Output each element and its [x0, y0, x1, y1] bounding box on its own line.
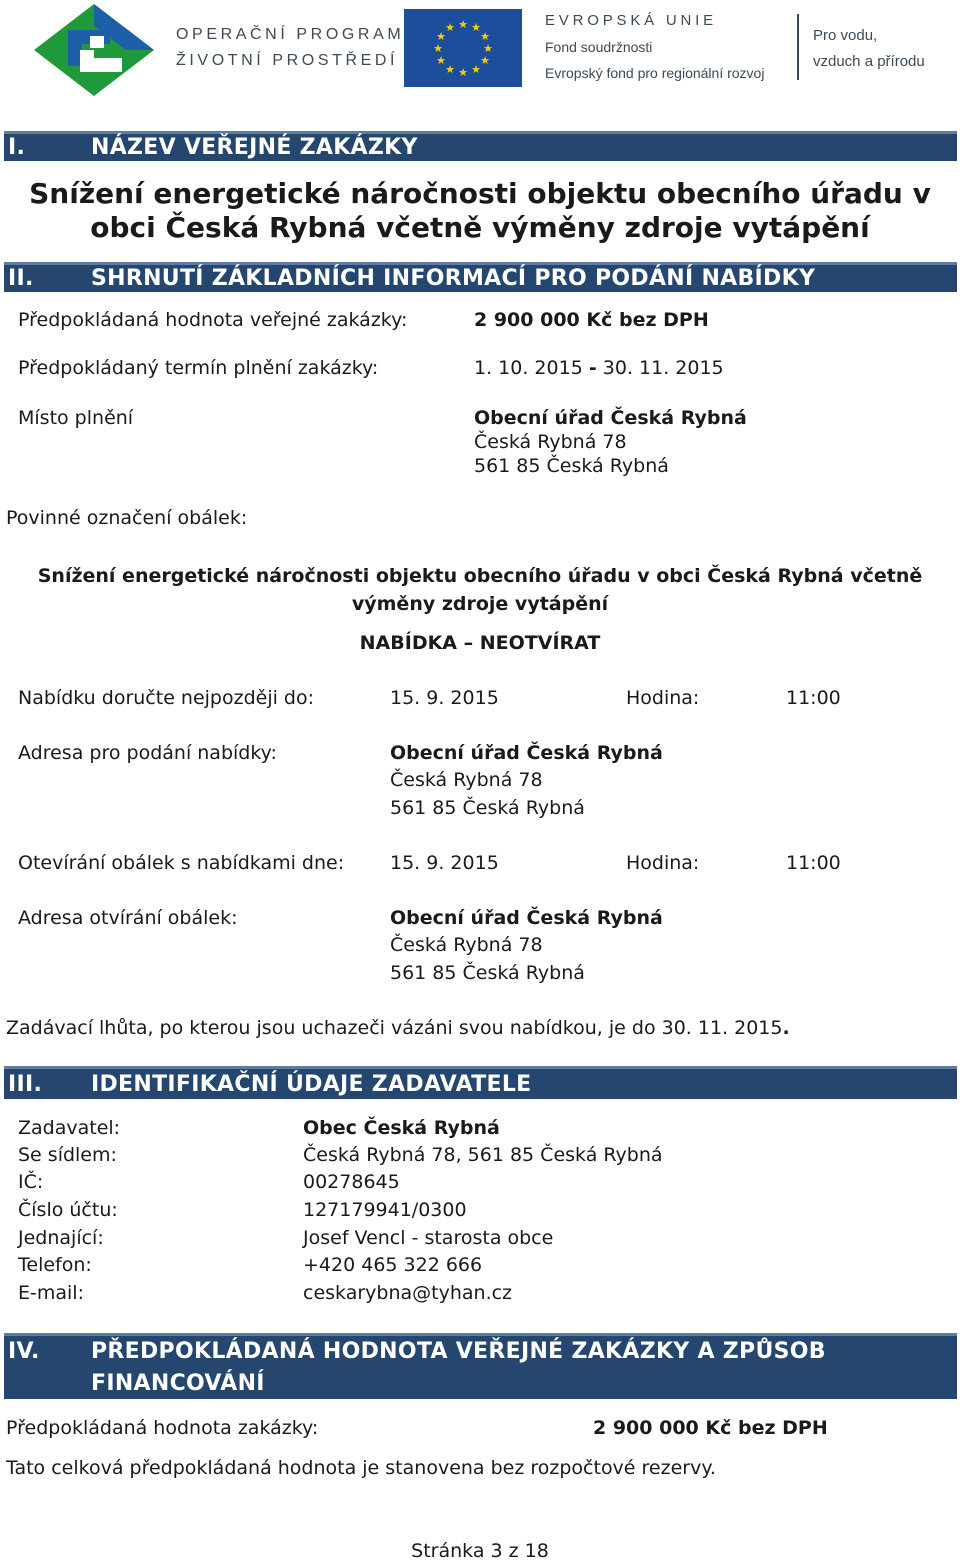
section-3-title: IDENTIFIKAČNÍ ÚDAJE ZADAVATELE: [91, 1072, 532, 1097]
page-number: Stránka 3 z 18: [411, 1540, 549, 1562]
op-zp-logo-mark-icon: [30, 0, 158, 96]
submit-address-label: Adresa pro podání nabídky:: [18, 742, 277, 764]
svg-text:★: ★: [436, 54, 446, 67]
svg-text:★: ★: [436, 30, 446, 43]
opening-date: 15. 9. 2015: [390, 852, 499, 874]
section-3-header: [4, 1066, 957, 1099]
section-4-title-line2: FINANCOVÁNÍ: [91, 1371, 265, 1396]
place-name: Obecní úřad Česká Rybná: [474, 407, 747, 429]
authority-value-4: Josef Vencl - starosta obce: [303, 1227, 554, 1249]
section-1-header: [4, 131, 957, 161]
section-2-number: II.: [8, 266, 34, 291]
authority-value-3: 127179941/0300: [303, 1199, 467, 1221]
opening-address-label: Adresa otvírání obálek:: [18, 907, 238, 929]
deadline-hour: 11:00: [786, 687, 841, 709]
deadline-label: Nabídku doručte nejpozději do:: [18, 687, 315, 709]
slogan-line1: Pro vodu,: [813, 27, 878, 44]
svg-text:★: ★: [458, 18, 468, 31]
authority-value-0: Obec Česká Rybná: [303, 1117, 500, 1139]
section-2-title: SHRNUTÍ ZÁKLADNÍCH INFORMACÍ PRO PODÁNÍ NABÍDKY: [91, 266, 816, 291]
svg-text:★: ★: [458, 66, 468, 79]
section-3-number: III.: [8, 1072, 43, 1097]
svg-text:★: ★: [445, 21, 455, 34]
section-4-note: Tato celková předpokládaná hodnota je stanovena bez rozpočtové rezervy.: [6, 1457, 716, 1479]
section-1-number: I.: [8, 135, 26, 160]
opening-address-name: Obecní úřad Česká Rybná: [390, 907, 663, 929]
envelope-text-line2: výměny zdroje vytápění: [351, 593, 609, 615]
envelope-label: Povinné označení obálek:: [6, 507, 248, 529]
eu-fund-line2: Evropský fond pro regionální rozvoj: [545, 65, 765, 81]
submit-address-city: 561 85 Česká Rybná: [390, 797, 585, 819]
svg-text:★: ★: [480, 30, 490, 43]
svg-text:★: ★: [471, 21, 481, 34]
section-2-header: [4, 262, 957, 292]
svg-text:★: ★: [483, 42, 493, 55]
section-1-title: NÁZEV VEŘEJNÉ ZAKÁZKY: [91, 135, 418, 160]
binding-period-text: [6, 1016, 790, 1040]
authority-value-2: 00278645: [303, 1171, 400, 1193]
authority-label-4: Jednající:: [18, 1227, 104, 1249]
place-label: Místo plnění: [18, 407, 134, 429]
authority-label-1: Se sídlem:: [18, 1144, 117, 1166]
op-program-line1: OPERAČNÍ PROGRAM: [176, 26, 405, 43]
opening-label: Otevírání obálek s nabídkami dne:: [18, 852, 345, 874]
op-zp-logo: [30, 0, 158, 96]
envelope-text-line1: Snížení energetické náročnosti objektu obecního úřadu v obci Česká Rybná včetně: [37, 565, 923, 587]
term-start: 1. 10. 2015: [474, 357, 583, 379]
eu-flag: [404, 9, 522, 87]
authority-value-1: Česká Rybná 78, 561 85 Česká Rybná: [303, 1144, 663, 1166]
authority-label-2: IČ:: [18, 1171, 44, 1193]
authority-label-6: E-mail:: [18, 1282, 84, 1304]
section-4-header: [4, 1333, 957, 1399]
header-divider: [797, 14, 799, 80]
section-4-value: 2 900 000 Kč bez DPH: [593, 1417, 828, 1439]
deadline-hour-label: Hodina:: [626, 687, 700, 709]
project-title-line2: obci Česká Rybná včetně výměny zdroje vytápění: [90, 211, 870, 244]
deadline-date: 15. 9. 2015: [390, 687, 499, 709]
place-city: 561 85 Česká Rybná: [474, 455, 669, 477]
binding-period-sentence: Zadávací lhůta, po kterou jsou uchazeči vázáni svou nabídkou, je do 30. 11. 2015: [6, 1017, 783, 1039]
authority-label-3: Číslo účtu:: [18, 1199, 118, 1221]
term-end: 30. 11. 2015: [602, 357, 724, 379]
authority-value-6: ceskarybna@tyhan.cz: [303, 1282, 513, 1304]
term-separator: -: [588, 357, 597, 379]
term-label: Předpokládaný termín plnění zakázky:: [18, 357, 379, 379]
section-4-title-line1: PŘEDPOKLÁDANÁ HODNOTA VEŘEJNÉ ZAKÁZKY A ZPŮSOB: [91, 1339, 826, 1364]
slogan-line2: vzduch a přírodu: [813, 53, 925, 70]
svg-text:★: ★: [471, 63, 481, 76]
place-street: Česká Rybná 78: [474, 431, 627, 453]
opening-hour-label: Hodina:: [626, 852, 700, 874]
opening-hour: 11:00: [786, 852, 841, 874]
authority-value-5: +420 465 322 666: [303, 1254, 483, 1276]
opening-address-street: Česká Rybná 78: [390, 934, 543, 956]
section-4-value-label: Předpokládaná hodnota zakázky:: [6, 1417, 319, 1439]
eu-stars-icon: [404, 9, 522, 87]
eu-fund-line1: Fond soudržnosti: [545, 39, 653, 55]
submit-address-name: Obecní úřad Česká Rybná: [390, 742, 663, 764]
opening-address-city: 561 85 Česká Rybná: [390, 962, 585, 984]
project-title-line1: Snížení energetické náročnosti objektu obecního úřadu v: [29, 177, 931, 210]
op-program-line2: ŽIVOTNÍ PROSTŘEDÍ: [176, 52, 399, 69]
authority-label-0: Zadavatel:: [18, 1117, 121, 1139]
submit-address-street: Česká Rybná 78: [390, 769, 543, 791]
eu-title: EVROPSKÁ UNIE: [545, 12, 717, 29]
section-4-number: IV.: [8, 1339, 40, 1364]
svg-text:★: ★: [445, 63, 455, 76]
svg-text:★: ★: [433, 42, 443, 55]
envelope-note: NABÍDKA – NEOTVÍRAT: [359, 632, 601, 654]
value-amount: 2 900 000 Kč bez DPH: [474, 309, 709, 331]
value-label: Předpokládaná hodnota veřejné zakázky:: [18, 309, 408, 331]
binding-period-dot: .: [782, 1017, 790, 1039]
authority-label-5: Telefon:: [18, 1254, 92, 1276]
svg-text:★: ★: [480, 54, 490, 67]
term-value: [474, 356, 724, 380]
